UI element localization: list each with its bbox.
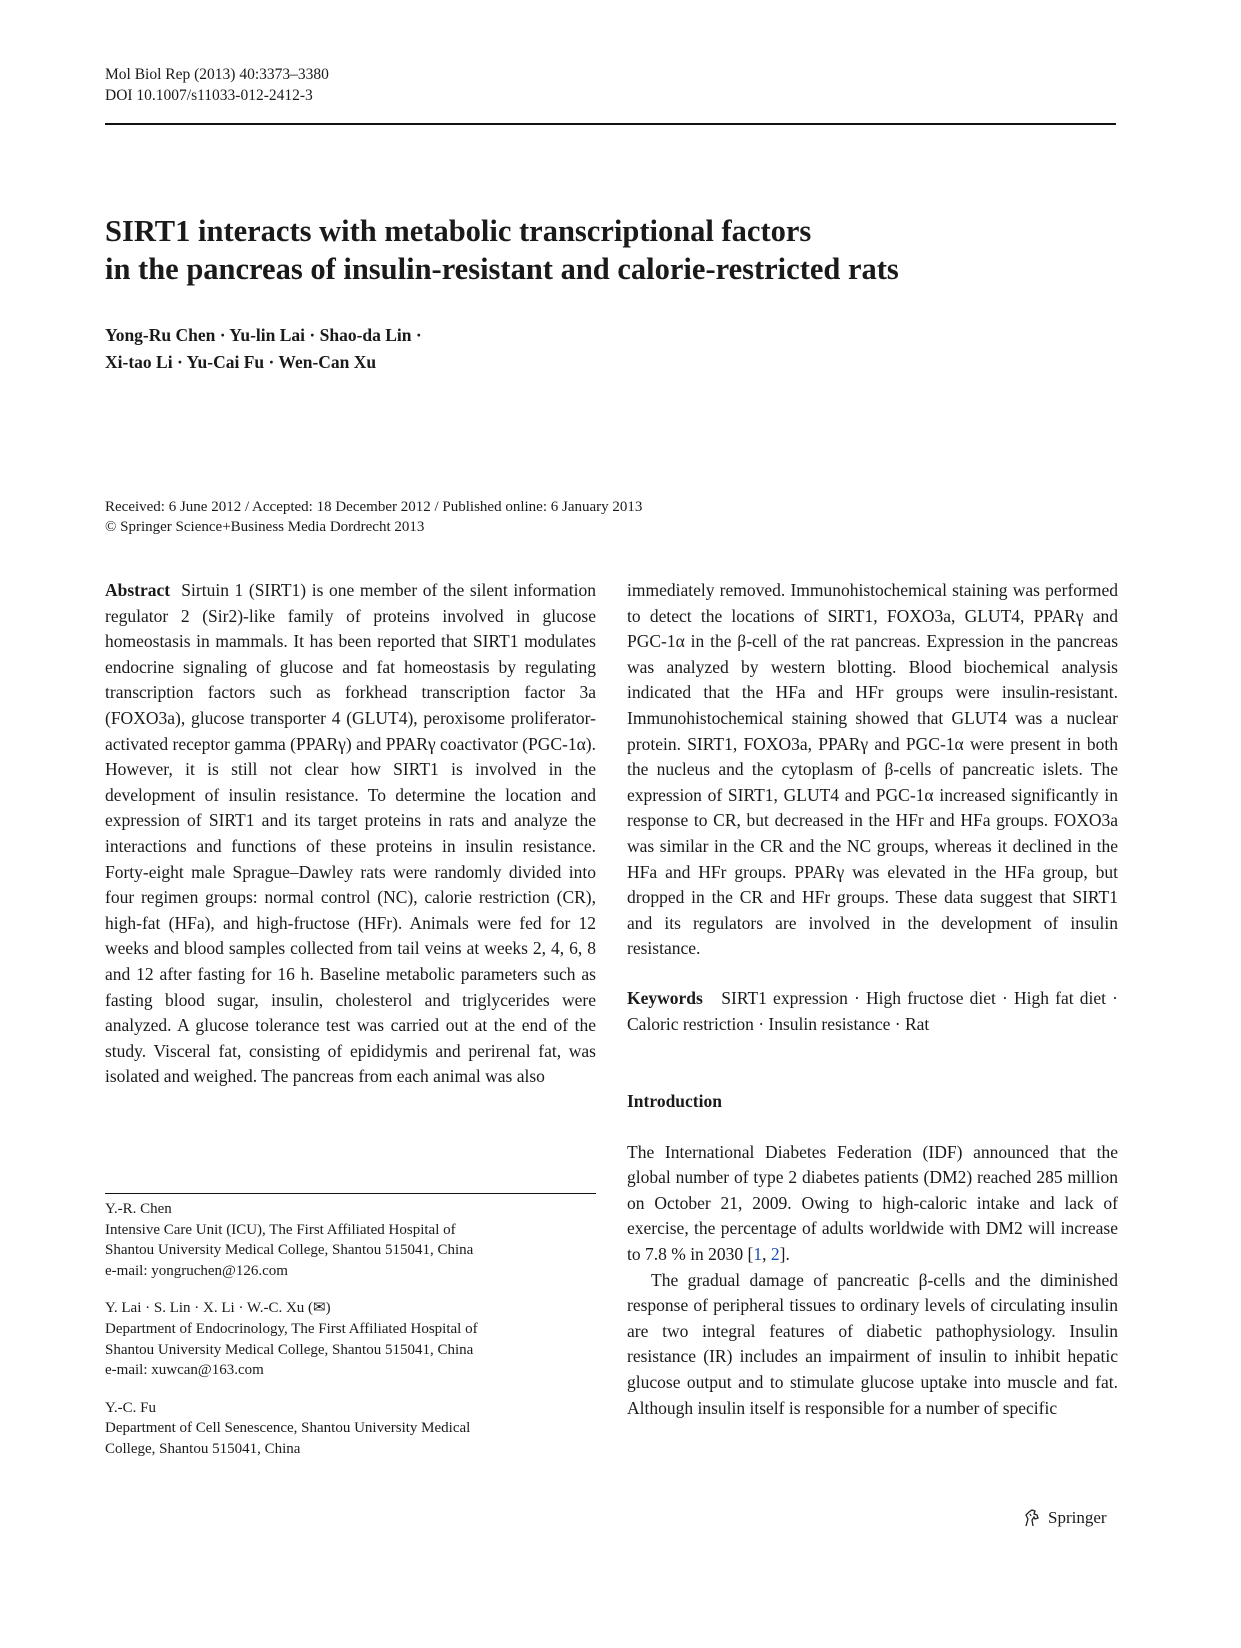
received-accepted-dates: Received: 6 June 2012 / Accepted: 18 December 2012 / Published online: 6 January 2013 bbox=[105, 499, 643, 515]
citation-link-1[interactable]: 1 bbox=[753, 1244, 763, 1265]
affiliation-authors: Y. Lai · S. Lin · X. Li · W.-C. Xu (✉) bbox=[105, 1300, 331, 1317]
citation-link-2[interactable]: 2 bbox=[770, 1244, 780, 1265]
abstract-continued: immediately removed. Immunohistochemical staining was performed to detect the locations of SIRT1, FOXO3a, GLUT4, PPARγ and PGC-1α in the β-cell of the rat pancreas. Expression in the pancreas was analyzed by western blotting. Blood biochemical analysis indicated that the HFa and HFr groups were insulin-resistant. Immunohistochemical staining showed that GLUT4 was a nuclear protein. SIRT1, FOXO3a, PPARγ and PGC-1α were present in both the nucleus and the cytoplasm of β-cells of pancreatic islets. The expression of SIRT1, GLUT4 and PGC-1α increased significantly in response to CR, but decreased in the HFr and HFa groups. FOXO3a was similar in the CR and the NC groups, whereas it declined in the HFa and HFr groups. PPARγ was elevated in the HFa group, but dropped in the CR and HFr groups. These data suggest that SIRT1 and its regulators are involved in the development of insulin resistance. bbox=[627, 580, 1118, 959]
affiliation-line: College, Shantou 515041, China bbox=[105, 1440, 301, 1457]
affiliation-footnotes bbox=[105, 1199, 596, 1477]
abstract-text-left: Sirtuin 1 (SIRT1) is one member of the silent information regulator 2 (Sir2)-like family of proteins involved in glucose homeostasis in mammals. It has been reported that SIRT1 modulates endocrine signaling of glucose and fat homeostasis by regulating transcription factors such as forkhead transcription factor 3a (FOXO3a), glucose transporter 4 (GLUT4), peroxisome proliferator-activated receptor gamma (PPARγ) and PPARγ coactivator (PGC-1α). However, it is still not clear how SIRT1 is involved in the development of insulin resistance. To determine the location and expression of SIRT1 and its target proteins in rats and analyze the interactions and functions of these proteins in insulin resistance. Forty-eight male Sprague–Dawley rats were randomly divided into four regimen groups: normal control (NC), calorie restriction (CR), high-fat (HFa), and high-fructose (HFr). Animals were fed for 12 weeks and blood samples collected from tail veins at weeks 2, 4, 6, 8 and 12 after fasting for 16 h. Baseline metabolic parameters such as fasting blood sugar, insulin, cholesterol and triglycerides were analyzed. A glucose tolerance test was carried out at the end of the study. Visceral fat, consisting of epididymis and perirenal fat, was isolated and weighed. The pancreas from each animal was also bbox=[105, 580, 596, 1087]
authors-line-1: Yong-Ru Chen · Yu-lin Lai · Shao-da Lin · bbox=[105, 325, 422, 345]
affiliation-line: Shantou University Medical College, Shantou 515041, China bbox=[105, 1242, 474, 1259]
introduction-paragraph-1 bbox=[627, 1140, 1118, 1268]
introduction-heading: Introduction bbox=[627, 1091, 722, 1112]
publisher-name: Springer bbox=[1048, 1508, 1107, 1527]
journal-citation: Mol Biol Rep (2013) 40:3373–3380 bbox=[105, 66, 329, 83]
intro-p1-text: The International Diabetes Federation (IDF) announced that the global number of type 2 diabetes patients (DM2) reached 285 million on October 21, 2009. Owing to high-caloric intake and lack of exercise, the percentage of adults worldwide with DM2 will increase to 7.8 % in 2030 [ bbox=[627, 1141, 1118, 1265]
journal-header bbox=[105, 64, 329, 106]
affiliation-2 bbox=[105, 1298, 596, 1380]
affiliation-line: Intensive Care Unit (ICU), The First Affiliated Hospital of bbox=[105, 1221, 456, 1238]
authors-line-2: Xi-tao Li · Yu-Cai Fu · Wen-Can Xu bbox=[105, 352, 377, 372]
affiliation-authors: Y.-R. Chen bbox=[105, 1201, 172, 1217]
header-rule bbox=[105, 123, 1116, 125]
footnote-rule bbox=[105, 1193, 596, 1194]
affiliation-email[interactable]: e-mail: xuwcan@163.com bbox=[105, 1362, 264, 1379]
keywords-label: Keywords bbox=[627, 987, 703, 1008]
title-line-2: in the pancreas of insulin-resistant and calorie-restricted rats bbox=[105, 252, 899, 286]
title-line-1: SIRT1 interacts with metabolic transcriptional factors bbox=[105, 214, 812, 248]
affiliation-line: Department of Cell Senescence, Shantou University Medical bbox=[105, 1420, 471, 1437]
affiliation-line: Department of Endocrinology, The First Affiliated Hospital of bbox=[105, 1320, 478, 1337]
left-column bbox=[105, 578, 596, 1090]
paper-title bbox=[105, 212, 1116, 288]
affiliation-authors: Y.-C. Fu bbox=[105, 1399, 156, 1416]
affiliation-1 bbox=[105, 1199, 596, 1281]
right-column bbox=[627, 578, 1118, 1421]
doi: DOI 10.1007/s11033-012-2412-3 bbox=[105, 87, 313, 104]
affiliation-line: Shantou University Medical College, Shantou 515041, China bbox=[105, 1341, 474, 1358]
publisher-logo bbox=[1022, 1507, 1107, 1529]
affiliation-email[interactable]: e-mail: yongruchen@126.com bbox=[105, 1262, 288, 1279]
abstract-paragraph bbox=[105, 578, 596, 1090]
keywords-text: SIRT1 expression · High fructose diet · High fat diet · Caloric restriction · Insulin resistance · Rat bbox=[627, 987, 1118, 1034]
affiliation-3 bbox=[105, 1398, 596, 1460]
abstract-label: Abstract bbox=[105, 580, 171, 600]
citation-separator: , bbox=[762, 1244, 771, 1265]
citation-close: ]. bbox=[779, 1244, 790, 1265]
publication-history bbox=[105, 497, 642, 537]
springer-horse-icon bbox=[1022, 1507, 1044, 1529]
introduction-paragraph-2: The gradual damage of pancreatic β-cells and the diminished response of peripheral tissues to ordinary levels of circulating insulin are two integral features of diabetic pathophysiology. Insulin resistance (IR) includes an impairment of insulin to inhibit hepatic glucose output and to stimulate glucose uptake into muscle and fat. Although insulin itself is responsible for a number of specific bbox=[627, 1269, 1118, 1418]
copyright-line: © Springer Science+Business Media Dordrecht 2013 bbox=[105, 519, 425, 535]
author-list bbox=[105, 322, 422, 376]
keywords-paragraph bbox=[627, 986, 1118, 1037]
